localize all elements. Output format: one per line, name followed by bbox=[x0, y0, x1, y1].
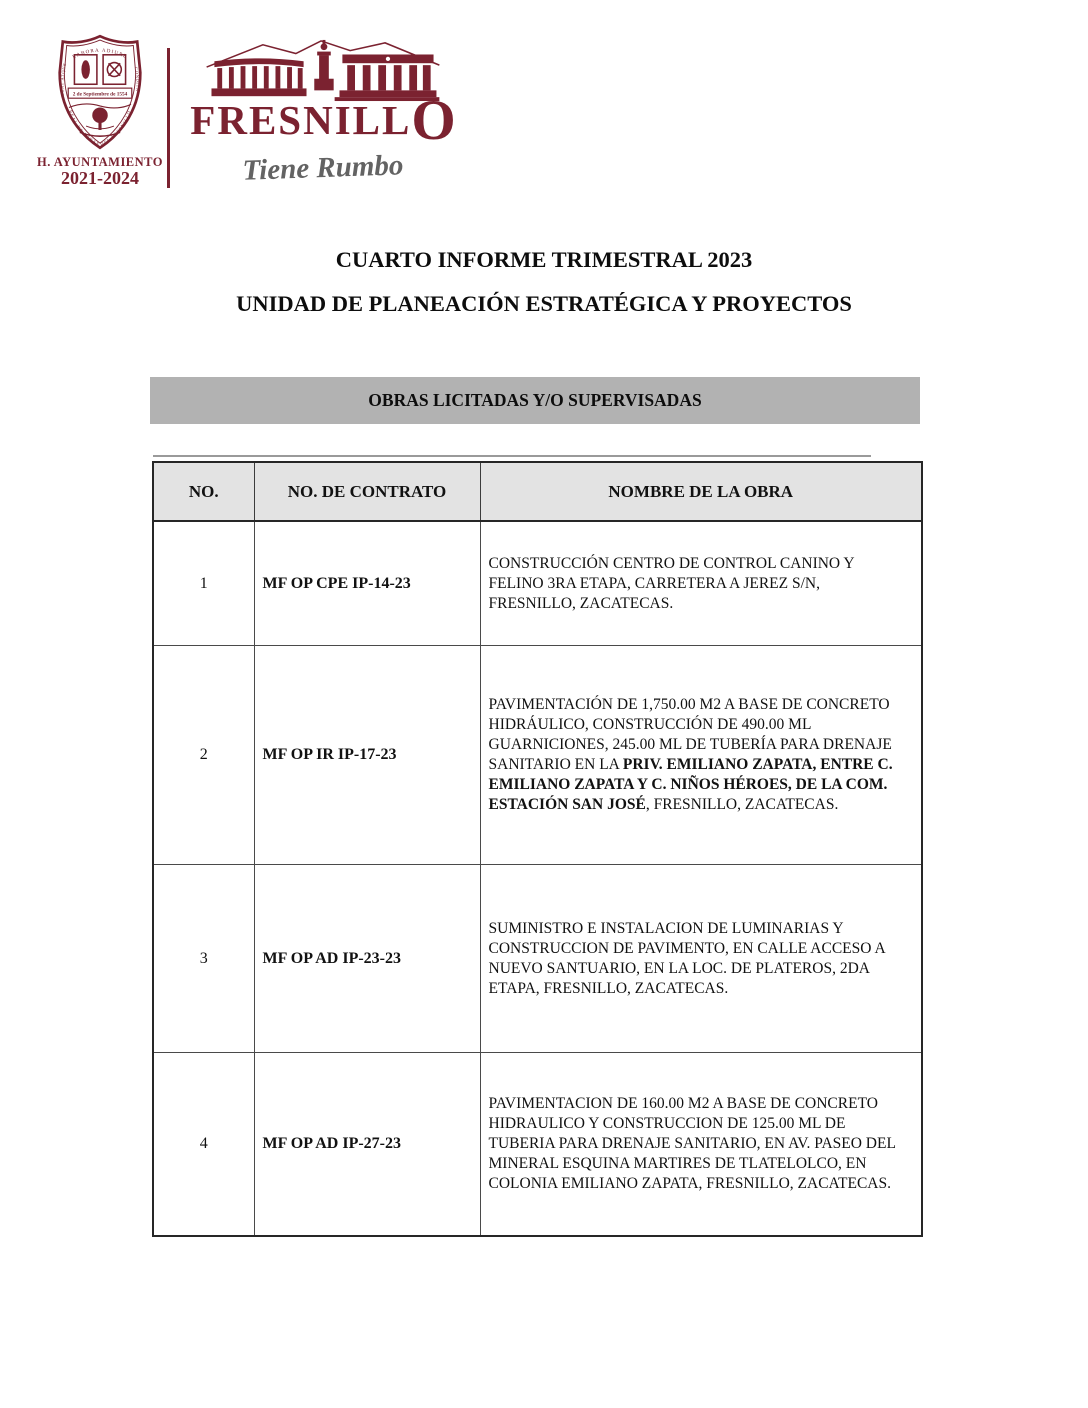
table-row bbox=[153, 1053, 922, 1237]
fresnillo-logo bbox=[190, 38, 456, 198]
contract-number: MF OP AD IP-27-23 bbox=[254, 1053, 480, 1237]
work-text-bold: PRIV. EMILIANO ZAPATA, ENTRE C. EMILIANO ZAPATA Y C. NIÑOS HÉROES, DE LA COM. ESTACIÓN SAN JOSÉ bbox=[488, 756, 893, 813]
work-text: PAVIMENTACION DE 160.00 M2 A BASE DE CONCRETO HIDRAULICO Y CONSTRUCCION DE 125.00 ML DE TUBERIA PARA DRENAJE SANITARIO, EN AV. PASEO DEL MINERAL ESQUINA MARTIRES DE TLATELOLCO, EN COLONIA EMILIANO ZAPATA, FRESNILLO, ZACATECAS. bbox=[488, 1095, 896, 1192]
unit-title: UNIDAD DE PLANEACIÓN ESTRATÉGICA Y PROYECTOS bbox=[236, 291, 852, 316]
table-row bbox=[153, 865, 922, 1053]
brand-name-bigO: O bbox=[411, 89, 456, 152]
work-text-suffix: , FRESNILLO, ZACATECAS. bbox=[645, 796, 839, 813]
section-banner: OBRAS LICITADAS Y/O SUPERVISADAS bbox=[150, 377, 920, 424]
crest-motto-bottom: REAL DE MINAS DEL FRESNILLO bbox=[68, 109, 132, 148]
ayuntamiento-crest bbox=[30, 30, 170, 190]
work-text: PAVIMENTACIÓN DE 1,750.00 M2 A BASE DE CONCRETO HIDRÁULICO, CONSTRUCCIÓN DE 490.00 ML GUARNICIONES, 245.00 ML DE TUBERÍA PARA DRENAJE SANITARIO EN LA bbox=[488, 696, 892, 773]
obras-table bbox=[152, 461, 923, 1237]
ayuntamiento-period: 2021-2024 bbox=[61, 168, 139, 188]
contract-number: MF OP IR IP-17-23 bbox=[254, 646, 480, 865]
work-description bbox=[480, 521, 922, 646]
crest-motto-left: ORAT ATQUE bbox=[59, 61, 68, 97]
row-number: 2 bbox=[153, 646, 254, 865]
contract-number: MF OP CPE IP-14-23 bbox=[254, 521, 480, 646]
report-title: CUARTO INFORME TRIMESTRAL 2023 bbox=[335, 247, 753, 272]
crest-shield-icon bbox=[34, 30, 166, 154]
contract-number: MF OP AD IP-23-23 bbox=[254, 865, 480, 1053]
crest-ribbon-date: 2 de Septiembre de 1554 bbox=[72, 91, 128, 98]
monument-icon bbox=[204, 38, 442, 102]
work-text: CONSTRUCCIÓN CENTRO DE CONTROL CANINO Y FELINO 3RA ETAPA, CARRETERA A JEREZ S/N, FRESNILLO, ZACATECAS. bbox=[488, 554, 855, 612]
ayuntamiento-label: H. AYUNTAMIENTO bbox=[36, 155, 164, 169]
rule-line bbox=[153, 455, 871, 457]
row-number: 4 bbox=[153, 1053, 254, 1237]
column-header-no: NO. bbox=[153, 462, 254, 521]
row-number: 1 bbox=[153, 521, 254, 646]
row-number: 3 bbox=[153, 865, 254, 1053]
logo-divider bbox=[167, 48, 170, 188]
brand-name-main: FRESNILL bbox=[190, 97, 412, 143]
brand-name bbox=[190, 89, 456, 152]
work-description bbox=[480, 865, 922, 1053]
table-header-row bbox=[153, 462, 922, 521]
column-header-obra: NOMBRE DE LA OBRA bbox=[480, 462, 922, 521]
brand-tagline: Tiene Rumbo bbox=[242, 149, 404, 187]
table-row bbox=[153, 646, 922, 865]
work-description bbox=[480, 1053, 922, 1237]
table-row bbox=[153, 521, 922, 646]
work-text: SUMINISTRO E INSTALACION DE LUMINARIAS Y CONSTRUCCION DE PAVIMENTO, EN CALLE ACCESO A NUEVO SANTUARIO, EN LA LOC. DE PLATEROS, 2DA ETAPA, FRESNILLO, ZACATECAS. bbox=[488, 919, 885, 997]
crest-motto-right: CONDITA bbox=[133, 66, 141, 92]
column-header-contrato: NO. DE CONTRATO bbox=[254, 462, 480, 521]
crest-motto-top: LABORA ADIURE bbox=[72, 48, 128, 61]
work-description bbox=[480, 646, 922, 865]
